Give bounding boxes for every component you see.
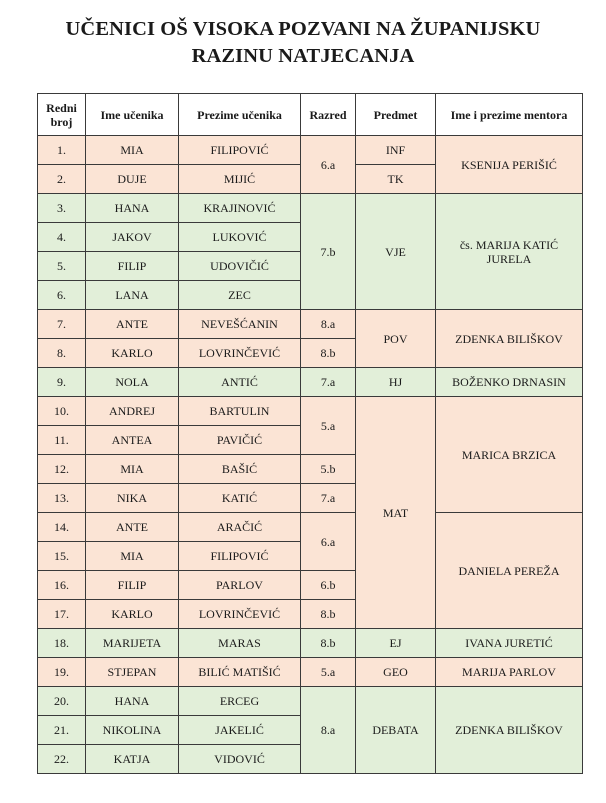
cell-predmet: DEBATA: [356, 687, 436, 774]
cell-razred: 6.a: [301, 136, 356, 194]
cell-ime: LANA: [86, 281, 179, 310]
header-redni-broj: Redni broj: [38, 94, 86, 136]
results-table: [37, 93, 583, 774]
table-row: [38, 194, 583, 223]
header-predmet: Predmet: [356, 94, 436, 136]
cell-ime: ANTE: [86, 310, 179, 339]
cell-ime: STJEPAN: [86, 658, 179, 687]
cell-razred: 7.a: [301, 368, 356, 397]
table-row: [38, 658, 583, 687]
cell-ime: NOLA: [86, 368, 179, 397]
cell-ime: KATJA: [86, 745, 179, 774]
cell-prezime: KRAJINOVIĆ: [179, 194, 301, 223]
cell-predmet: INF: [356, 136, 436, 165]
cell-prezime: BAŠIĆ: [179, 455, 301, 484]
cell-ime: FILIP: [86, 252, 179, 281]
cell-predmet: TK: [356, 165, 436, 194]
cell-ime: NIKA: [86, 484, 179, 513]
cell-no: 8.: [38, 339, 86, 368]
cell-prezime: PARLOV: [179, 571, 301, 600]
cell-no: 1.: [38, 136, 86, 165]
cell-no: 10.: [38, 397, 86, 426]
table-row: [38, 687, 583, 716]
cell-prezime: FILIPOVIĆ: [179, 542, 301, 571]
cell-prezime: BARTULIN: [179, 397, 301, 426]
cell-prezime: FILIPOVIĆ: [179, 136, 301, 165]
table-row: [38, 513, 583, 542]
cell-no: 15.: [38, 542, 86, 571]
cell-no: 13.: [38, 484, 86, 513]
cell-prezime: MIJIĆ: [179, 165, 301, 194]
cell-ime: JAKOV: [86, 223, 179, 252]
cell-no: 21.: [38, 716, 86, 745]
cell-razred: 8.a: [301, 310, 356, 339]
cell-predmet: VJE: [356, 194, 436, 310]
cell-mentor: IVANA JURETIĆ: [436, 629, 583, 658]
cell-mentor: MARIJA PARLOV: [436, 658, 583, 687]
cell-no: 6.: [38, 281, 86, 310]
cell-prezime: ZEC: [179, 281, 301, 310]
page-title-line-2: RAZINU NATJECANJA: [191, 45, 415, 67]
cell-no: 2.: [38, 165, 86, 194]
cell-ime: DUJE: [86, 165, 179, 194]
cell-prezime: JAKELIĆ: [179, 716, 301, 745]
table-row: [38, 368, 583, 397]
cell-no: 5.: [38, 252, 86, 281]
header-razred: Razred: [301, 94, 356, 136]
cell-prezime: VIDOVIĆ: [179, 745, 301, 774]
cell-ime: ANTE: [86, 513, 179, 542]
cell-no: 20.: [38, 687, 86, 716]
cell-razred: 6.b: [301, 571, 356, 600]
table-row: [38, 310, 583, 339]
cell-no: 7.: [38, 310, 86, 339]
cell-prezime: PAVIČIĆ: [179, 426, 301, 455]
cell-prezime: NEVEŠĆANIN: [179, 310, 301, 339]
cell-ime: MIA: [86, 455, 179, 484]
table-header-row: [38, 94, 583, 136]
cell-prezime: LOVRINČEVIĆ: [179, 339, 301, 368]
cell-ime: KARLO: [86, 600, 179, 629]
cell-prezime: ERCEG: [179, 687, 301, 716]
cell-razred: 8.b: [301, 629, 356, 658]
cell-mentor: BOŽENKO DRNASIN: [436, 368, 583, 397]
header-ime: Ime učenika: [86, 94, 179, 136]
cell-prezime: UDOVIČIĆ: [179, 252, 301, 281]
cell-prezime: BILIĆ MATIŠIĆ: [179, 658, 301, 687]
cell-prezime: LUKOVIĆ: [179, 223, 301, 252]
cell-ime: MIA: [86, 542, 179, 571]
cell-predmet: EJ: [356, 629, 436, 658]
cell-predmet: POV: [356, 310, 436, 368]
cell-razred: 5.a: [301, 658, 356, 687]
cell-no: 18.: [38, 629, 86, 658]
table-row: [38, 136, 583, 165]
cell-no: 4.: [38, 223, 86, 252]
cell-mentor: ZDENKA BILIŠKOV: [436, 310, 583, 368]
cell-no: 11.: [38, 426, 86, 455]
table-row: [38, 629, 583, 658]
cell-no: 17.: [38, 600, 86, 629]
cell-ime: ANTEA: [86, 426, 179, 455]
cell-ime: FILIP: [86, 571, 179, 600]
cell-razred: 8.a: [301, 687, 356, 774]
cell-mentor: MARICA BRZICA: [436, 397, 583, 513]
page-title-line-1: UČENICI OŠ VISOKA POZVANI NA ŽUPANIJSKU: [65, 18, 541, 40]
cell-no: 9.: [38, 368, 86, 397]
cell-predmet: MAT: [356, 397, 436, 629]
cell-mentor: ZDENKA BILIŠKOV: [436, 687, 583, 774]
cell-no: 19.: [38, 658, 86, 687]
cell-razred: 5.a: [301, 397, 356, 455]
cell-razred: 8.b: [301, 339, 356, 368]
cell-ime: NIKOLINA: [86, 716, 179, 745]
page-title: [0, 16, 606, 70]
cell-prezime: ARAČIĆ: [179, 513, 301, 542]
cell-ime: HANA: [86, 687, 179, 716]
cell-no: 3.: [38, 194, 86, 223]
cell-prezime: MARAS: [179, 629, 301, 658]
cell-no: 14.: [38, 513, 86, 542]
cell-ime: MARIJETA: [86, 629, 179, 658]
cell-ime: KARLO: [86, 339, 179, 368]
cell-prezime: KATIĆ: [179, 484, 301, 513]
cell-no: 12.: [38, 455, 86, 484]
cell-no: 22.: [38, 745, 86, 774]
cell-prezime: ANTIĆ: [179, 368, 301, 397]
cell-mentor: KSENIJA PERIŠIĆ: [436, 136, 583, 194]
cell-razred: 5.b: [301, 455, 356, 484]
cell-ime: MIA: [86, 136, 179, 165]
header-prezime: Prezime učenika: [179, 94, 301, 136]
cell-razred: 7.a: [301, 484, 356, 513]
cell-razred: 6.a: [301, 513, 356, 571]
cell-razred: 7.b: [301, 194, 356, 310]
cell-ime: HANA: [86, 194, 179, 223]
header-mentor: Ime i prezime mentora: [436, 94, 583, 136]
cell-mentor: čs. MARIJA KATIĆ JURELA: [436, 194, 583, 310]
cell-predmet: GEO: [356, 658, 436, 687]
table-row: [38, 397, 583, 426]
cell-no: 16.: [38, 571, 86, 600]
cell-predmet: HJ: [356, 368, 436, 397]
cell-razred: 8.b: [301, 600, 356, 629]
cell-mentor: DANIELA PEREŽA: [436, 513, 583, 629]
cell-ime: ANDREJ: [86, 397, 179, 426]
cell-prezime: LOVRINČEVIĆ: [179, 600, 301, 629]
